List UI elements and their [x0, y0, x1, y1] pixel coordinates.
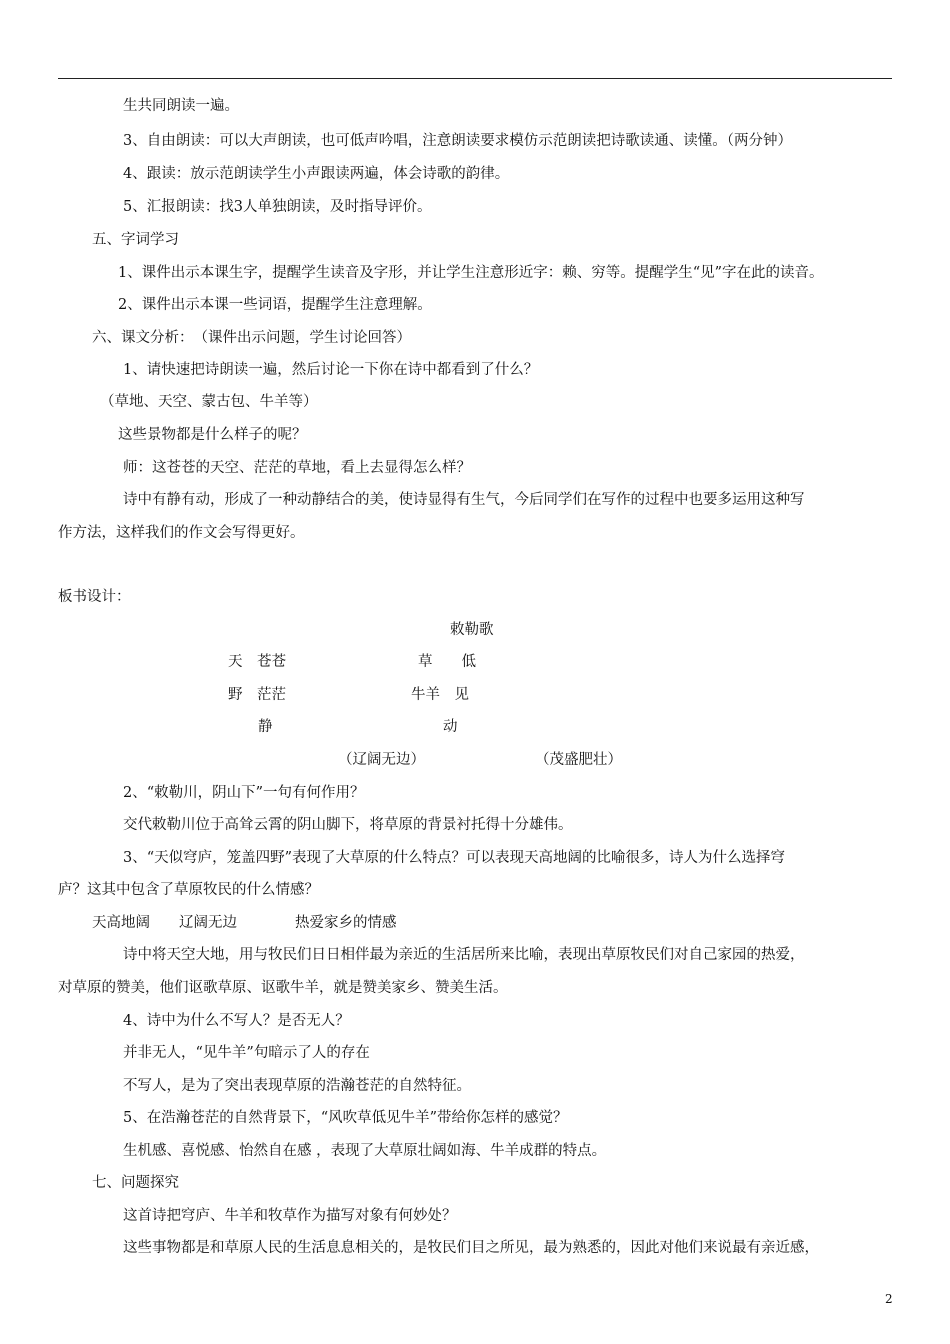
text-line: 生机感、喜悦感、怡然自在感 ，表现了大草原壮阔如海、牛羊成群的特点。 — [123, 1143, 607, 1159]
board-cell: 牛羊 见 — [411, 687, 469, 703]
section-heading: 七、问题探究 — [92, 1175, 179, 1191]
text-line: 1、课件出示本课生字，提醒学生读音及字形，并让学生注意形近字：赖、穷等。提醒学生“见”字在此的读音。 — [118, 265, 824, 281]
text-line: 不写人，是为了突出表现草原的浩瀚苍茫的自然特征。 — [123, 1078, 471, 1094]
board-title: 敕勒歌 — [450, 622, 494, 638]
section-heading: 五、字词学习 — [92, 232, 179, 248]
text-line: 交代敕勒川位于高耸云霄的阴山脚下，将草原的背景衬托得十分雄伟。 — [123, 817, 573, 833]
text-line: 师：这苍苍的天空、茫茫的草地，看上去显得怎么样？ — [123, 460, 471, 476]
text-line: 5、在浩瀚苍茫的自然背景下，“风吹草低见牛羊”带给你怎样的感觉？ — [123, 1110, 568, 1126]
text-line: 对草原的赞美，他们讴歌草原、讴歌牛羊，就是赞美家乡、赞美生活。 — [58, 980, 508, 996]
board-cell: 天 苍苍 — [228, 654, 286, 670]
board-cell: （茂盛肥壮） — [535, 752, 622, 768]
text-line: 生共同朗读一遍。 — [123, 98, 239, 114]
text-line: 天高地阔 辽阔无边 热爱家乡的情感 — [92, 915, 397, 931]
header-rule — [58, 78, 892, 79]
text-line: 并非无人，“见牛羊”句暗示了人的存在 — [123, 1045, 370, 1061]
board-cell: 动 — [443, 719, 458, 735]
board-cell: 草 低 — [418, 654, 476, 670]
text-line: 4、诗中为什么不写人？是否无人？ — [123, 1013, 350, 1029]
text-line: 这些景物都是什么样子的呢？ — [118, 427, 307, 443]
page-number: 2 — [885, 1292, 893, 1306]
text-line: 这些事物都是和草原人民的生活息息相关的，是牧民们目之所见，最为熟悉的，因此对他们来说最有亲近感， — [123, 1240, 819, 1256]
board-cell: 静 — [258, 719, 273, 735]
text-line: 诗中有静有动，形成了一种动静结合的美，使诗显得有生气，今后同学们在写作的过程中也要多运用这种写 — [123, 492, 805, 508]
board-design-heading: 板书设计： — [58, 589, 131, 605]
text-line: 庐？这其中包含了草原牧民的什么情感？ — [58, 882, 319, 898]
text-line: 5、汇报朗读：找3人单独朗读，及时指导评价。 — [123, 199, 432, 215]
text-line: 这首诗把穹庐、牛羊和牧草作为描写对象有何妙处？ — [123, 1208, 457, 1224]
section-heading: 六、课文分析： （课件出示问题，学生讨论回答） — [92, 330, 411, 346]
text-line: （草地、天空、蒙古包、牛羊等） — [100, 394, 318, 410]
text-line: 3、自由朗读：可以大声朗读，也可低声吟唱，注意朗读要求模仿示范朗读把诗歌读通、读懂。（两分钟） — [123, 133, 792, 149]
text-line: 2、课件出示本课一些词语，提醒学生注意理解。 — [118, 297, 432, 313]
board-cell: 野 茫茫 — [228, 687, 286, 703]
text-line: 4、跟读：放示范朗读学生小声跟读两遍，体会诗歌的韵律。 — [123, 166, 510, 182]
text-line: 诗中将天空大地，用与牧民们日日相伴最为亲近的生活居所来比喻，表现出草原牧民们对自己家园的热爱， — [123, 947, 805, 963]
text-line: 1、请快速把诗朗读一遍，然后讨论一下你在诗中都看到了什么？ — [123, 362, 539, 378]
text-line: 作方法，这样我们的作文会写得更好。 — [58, 525, 305, 541]
board-cell: （辽阔无边） — [338, 752, 425, 768]
text-line: 2、“敕勒川，阴山下”一句有何作用？ — [123, 785, 365, 801]
text-line: 3、“天似穹庐，笼盖四野”表现了大草原的什么特点？可以表现天高地阔的比喻很多，诗人为什么选择穹 — [123, 850, 786, 866]
